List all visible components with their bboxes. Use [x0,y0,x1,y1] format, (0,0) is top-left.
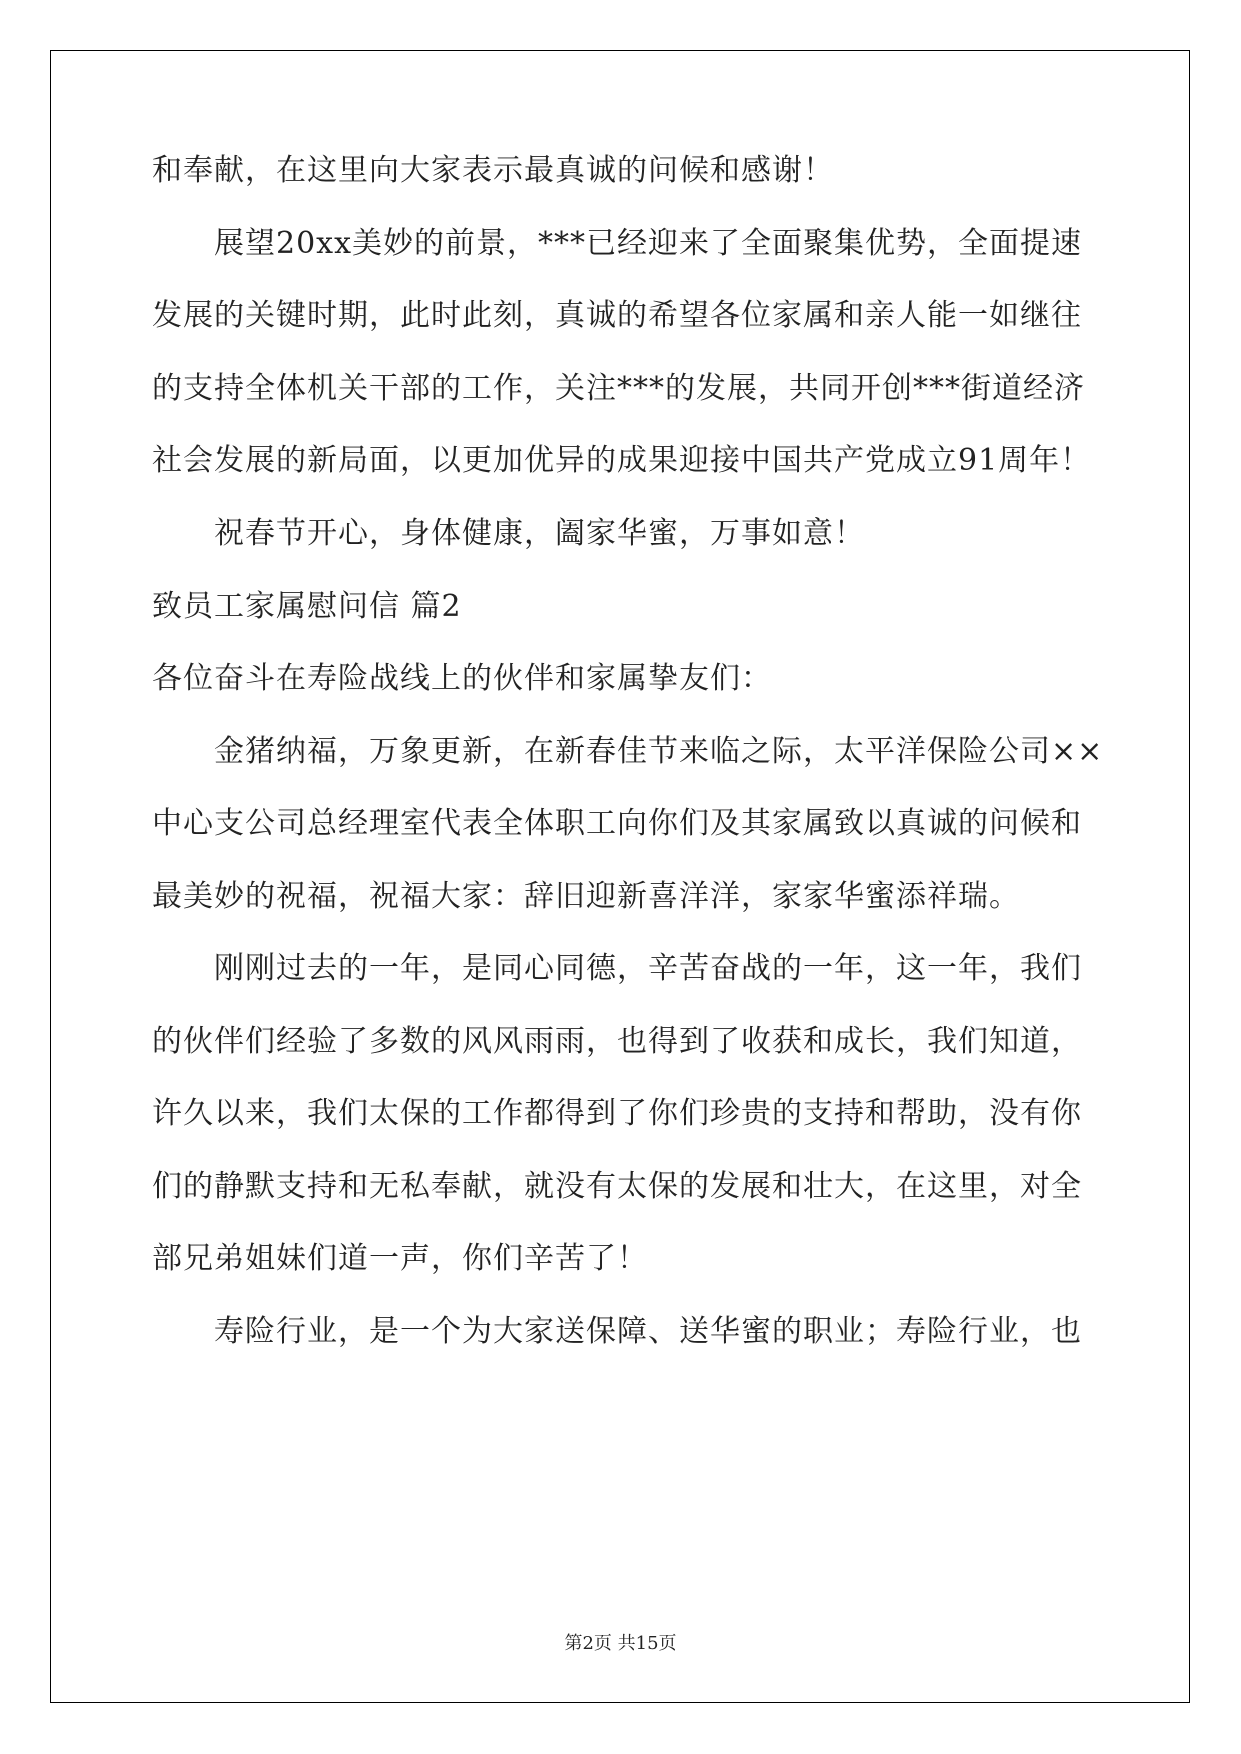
salutation: 各位奋斗在寿险战线上的伙伴和家属挚友们： [152,661,772,696]
text-line-3: 发展的关键时期，此时此刻，真诚的希望各位家属和亲人能一如继往 [152,298,1082,333]
page-number-footer: 第2页 共15页 [564,1633,677,1654]
text-line-13: 的伙伴们经验了多数的风风雨雨，也得到了收获和成长，我们知道， [152,1024,1082,1059]
text-line-17: 寿险行业，是一个为大家送保障、送华蜜的职业；寿险行业，也 [214,1314,1082,1349]
text-line-4: 的支持全体机关干部的工作，关注***的发展，共同开创***街道经济 [152,371,1085,406]
text-line-9: 金猪纳福，万象更新，在新春佳节来临之际，太平洋保险公司×× [214,734,1104,769]
section-heading: 致员工家属慰问信 篇2 [152,589,462,624]
text-line-12: 刚刚过去的一年，是同心同德，辛苦奋战的一年，这一年，我们 [214,951,1082,986]
text-line-16: 部兄弟姐妹们道一声，你们辛苦了！ [152,1241,648,1276]
text-line-1: 和奉献，在这里向大家表示最真诚的问候和感谢！ [152,153,834,188]
text-line-6: 祝春节开心，身体健康，阖家华蜜，万事如意！ [214,516,865,551]
text-line-15: 们的静默支持和无私奉献，就没有太保的发展和壮大，在这里，对全 [152,1169,1082,1204]
text-line-14: 许久以来，我们太保的工作都得到了你们珍贵的支持和帮助，没有你 [152,1096,1082,1131]
text-line-5: 社会发展的新局面，以更加优异的成果迎接中国共产党成立91周年！ [152,443,1092,478]
text-line-2: 展望20xx美妙的前景，***已经迎来了全面聚集优势，全面提速 [214,226,1083,261]
text-line-11: 最美妙的祝福，祝福大家：辞旧迎新喜洋洋，家家华蜜添祥瑞。 [152,879,1020,914]
text-line-10: 中心支公司总经理室代表全体职工向你们及其家属致以真诚的问候和 [152,806,1082,841]
